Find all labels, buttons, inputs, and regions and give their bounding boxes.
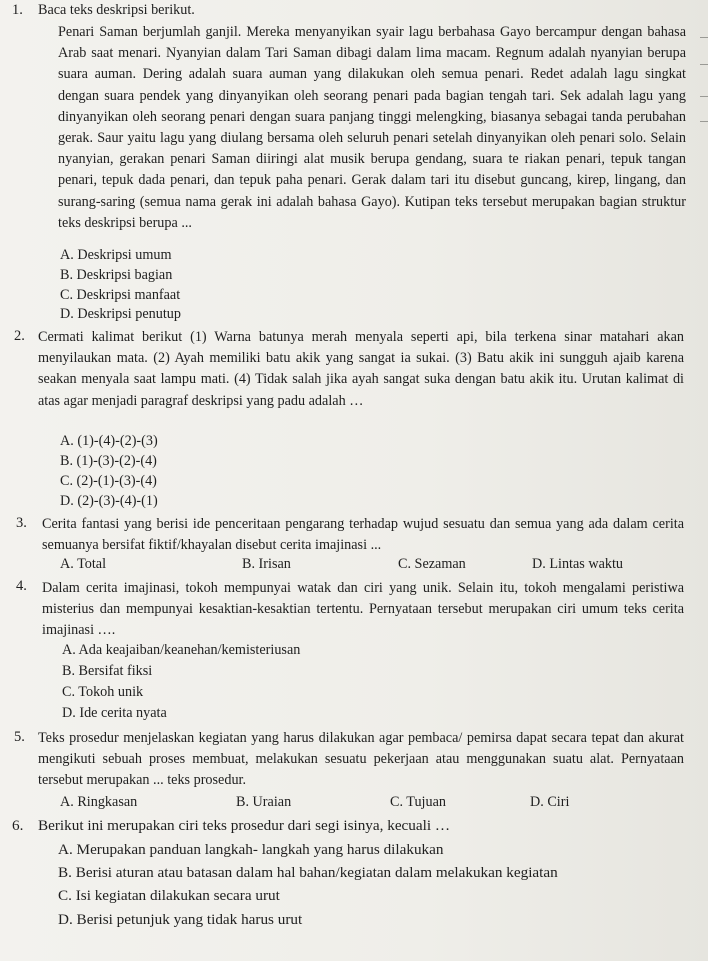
option-c[interactable]: C. Deskripsi manfaat — [60, 287, 181, 303]
option-b[interactable]: B. Irisan — [242, 556, 291, 572]
question-number: 5. — [14, 729, 25, 745]
option-b[interactable]: B. Bersifat fiksi — [62, 663, 153, 679]
page-edge-mark — [700, 121, 708, 122]
option-a[interactable]: A. Ringkasan — [60, 794, 138, 810]
option-c[interactable]: C. Sezaman — [398, 556, 466, 572]
option-d[interactable]: D. Ide cerita nyata — [62, 705, 167, 721]
page-edge-mark — [700, 64, 708, 65]
question-number: 3. — [16, 515, 27, 531]
option-d[interactable]: D. Berisi petunjuk yang tidak harus urut — [58, 911, 303, 928]
option-c[interactable]: C. Isi kegiatan dilakukan secara urut — [58, 887, 280, 904]
question-text: Teks prosedur menjelaskan kegiatan yang harus dilakukan agar pembaca/ pemirsa dapat secara tepat dan akurat mengikuti sebuah proses membuat, melakukan sesuatu pekerjaan atau menggunakan suatu alat. Pernyataan tersebut merupakan ... teks prosedur. — [38, 730, 684, 789]
question-number: 2. — [14, 328, 25, 344]
question-number: 6. — [12, 817, 24, 834]
option-a[interactable]: A. Merupakan panduan langkah- langkah yang harus dilakukan — [58, 841, 444, 858]
question-text: Cermati kalimat berikut (1) Warna batunya merah menyala seperti api, bila terkena sinar matahari akan menyilaukan mata. (2) Ayah memiliki batu akik yang sangat ia sukai. (3) Batu akik ini sungguh ajaib karena seakan menyala saat lampu mati. (4) Tidak salah jika ayah sangat suka dengan batu akik itu. Urutan kalimat di atas agar menjadi paragraf deskripsi yang padu adalah … — [38, 329, 684, 409]
option-d[interactable]: D. Lintas waktu — [532, 556, 624, 572]
option-b[interactable]: B. Berisi aturan atau batasan dalam hal bahan/kegiatan dalam melakukan kegiatan — [58, 864, 558, 881]
option-a[interactable]: A. (1)-(4)-(2)-(3) — [60, 433, 158, 449]
option-a[interactable]: A. Deskripsi umum — [60, 247, 172, 263]
question-number: 4. — [16, 578, 27, 594]
option-d[interactable]: D. Ciri — [530, 794, 570, 810]
option-b[interactable]: B. Deskripsi bagian — [60, 267, 173, 283]
question-text: Cerita fantasi yang berisi ide penceritaan pengarang terhadap wujud sesuatu dan semua yang ada dalam cerita semuanya bersifat fiktif/khayalan disebut cerita imajinasi ... — [42, 516, 684, 554]
option-d[interactable]: D. (2)-(3)-(4)-(1) — [60, 493, 158, 509]
question-number: 1. — [12, 2, 23, 18]
page-edge-mark — [700, 96, 708, 97]
option-a[interactable]: A. Ada keajaiban/keanehan/kemisteriusan — [62, 642, 301, 658]
question-intro: Baca teks deskripsi berikut. — [38, 2, 195, 18]
option-a[interactable]: A. Total — [60, 556, 107, 572]
option-d[interactable]: D. Deskripsi penutup — [60, 306, 181, 322]
question-text: Penari Saman berjumlah ganjil. Mereka menyanyikan syair lagu berbahasa Gayo bercampur dengan bahasa Arab saat menari. Nyanyian dalam Tari Saman dibagi dalam lima macam. Regnum adalah nyanyian berupa suara auman. Dering adalah suara auman yang dilakukan oleh semua penari. Redet adalah lagu singkat dengan suara pendek yang dinyanyikan oleh seorang penari pada bagian tengah tari. Sek adalah lagu yang dinyanyikan oleh seorang penari dengan suara panjang tinggi melengking, biasanya sebagai tanda perubahan gerak. Saur yaitu lagu yang diulang bersama oleh seluruh penari setelah dinyanyikan oleh penari solo. Selain nyanyian, gerakan penari Saman diiringi alat musik berupa gendang, suara te riakan penari, tepuk tangan penari, tepuk dada penari, dan tepuk paha penari. Gerak dalam tari itu disebut guncang, kirep, lingang, dan surang-saring (semua nama gerak ini adalah bahasa Gayo). Kutipan teks tersebut merupakan bagian struktur teks deskripsi berupa ... — [58, 24, 686, 231]
question-text: Dalam cerita imajinasi, tokoh mempunyai watak dan ciri yang unik. Selain itu, tokoh mengalami peristiwa misterius dan mempunyai kesaktian-kesaktian tertentu. Pernyataan tersebut merupakan ciri umum teks cerita imajinasi …. — [42, 580, 684, 639]
option-c[interactable]: C. Tokoh unik — [62, 684, 144, 700]
option-b[interactable]: B. Uraian — [236, 794, 292, 810]
page-edge-mark — [700, 37, 708, 38]
question-text: Berikut ini merupakan ciri teks prosedur dari segi isinya, kecuali … — [38, 817, 451, 834]
option-b[interactable]: B. (1)-(3)-(2)-(4) — [60, 453, 157, 469]
option-c[interactable]: C. Tujuan — [390, 794, 446, 810]
option-c[interactable]: C. (2)-(1)-(3)-(4) — [60, 473, 157, 489]
